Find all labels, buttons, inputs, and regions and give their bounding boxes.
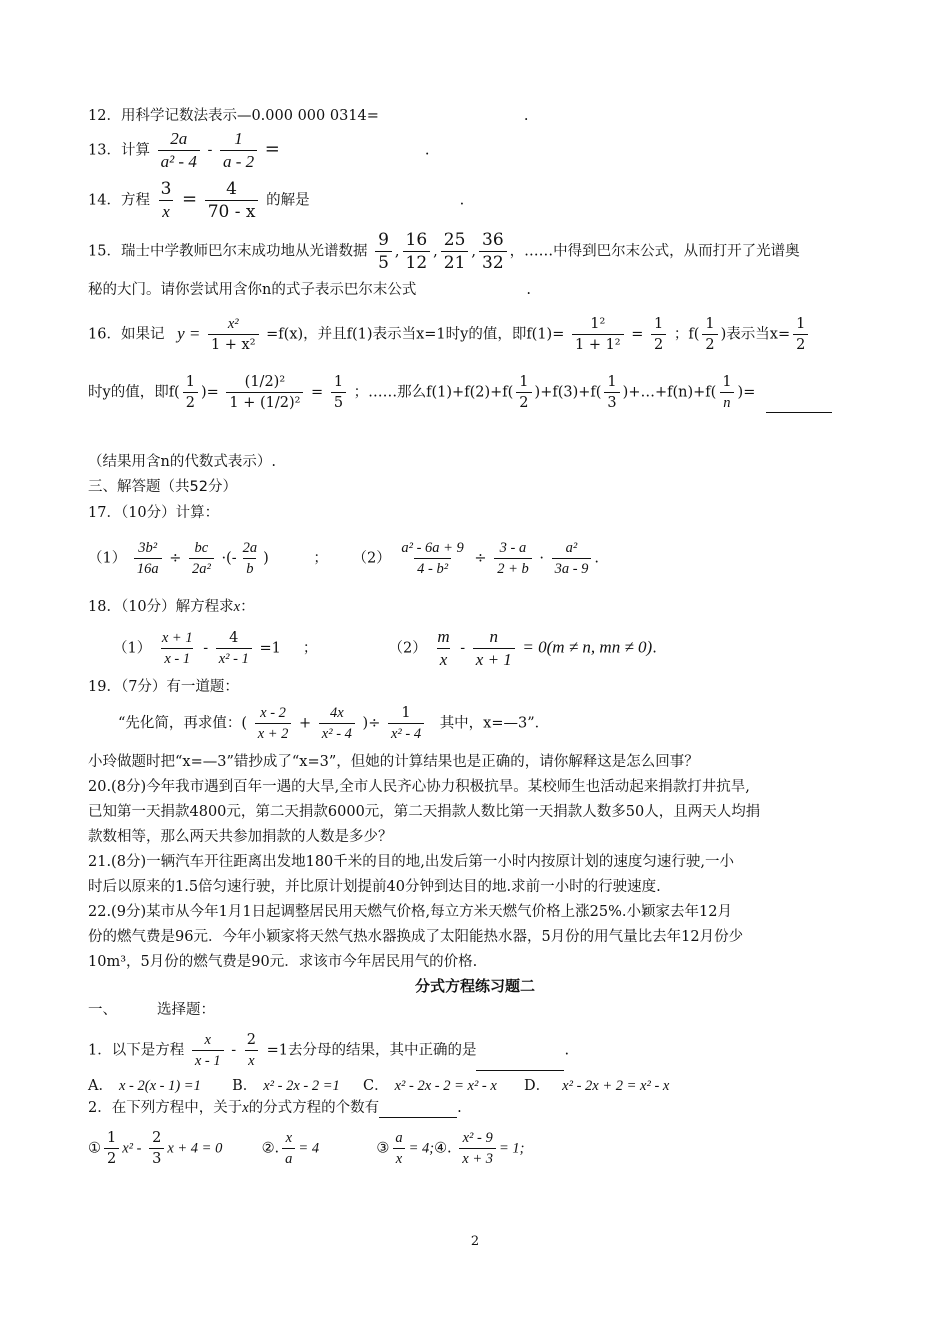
problem-2: 2．在下列方程中，关于x的分式方程的个数有 . [88, 1100, 462, 1116]
question-20: 20.(8分)今年我市遇到百年一遇的大旱,全市人民齐心协力积极抗旱。某校师生也活动起来捐款打井抗旱, [88, 779, 750, 795]
question-20-line3: 款数相等，那么两天共参加捐款的人数是多少？ [88, 829, 393, 845]
question-19: 19．（7分）有一道题： [88, 679, 239, 695]
question-22: 22.(9分)某市从今年1月1日起调整居民用天燃气价格,每立方米天燃气价格上涨25%.小颖家去年12月 [88, 904, 732, 920]
fraction: $\frac{\text{a²}}{3a - 9}$ [552, 538, 592, 579]
fraction: $\frac{2}{3}$ [149, 1128, 164, 1169]
fraction: $\frac{1}{3}$ [604, 372, 619, 413]
fraction: $\frac{1}{\text{x² - 4}}$ [388, 703, 424, 744]
fraction: $\frac{bc}{\text{2a²}}$ [189, 538, 214, 579]
question-17-parts: （1） $\frac{\text{3b²}}{16a}$ ÷ $\frac{bc}{\text{2a²}}$ ·(- $\frac{2a}{b}$ ) ； （2） $\frac{\text{a² - 6a + 9}}{\text{4 - b²}}$ ÷ $\frac{3 - a}{2 + b}$ · $\frac{\text{a²}}{3a - 9}$ . [88, 540, 600, 577]
question-20-line2: 已知第一天捐款4800元，第二天捐款6000元，第二天捐款人数比第一天捐款人数多50人，且两天人均捐 [88, 804, 761, 820]
fraction: $\frac{m}{x}$ [437, 627, 450, 669]
fraction: $\frac{2}{x}$ [246, 1032, 256, 1069]
section-heading-choice: 一、 选择题： [88, 1002, 215, 1018]
fraction: $\frac{\text{(1/2)²}}{\text{1 + (1/2)²}}$ [226, 372, 303, 413]
question-17: 17．（10分）计算： [88, 505, 220, 521]
question-22-line3: 10m³，5月份的燃气费是90元．求该市今年居民用气的价格. [88, 954, 478, 970]
fraction: $\frac{\text{a² - 6a + 9}}{\text{4 - b²}}$ [401, 540, 464, 577]
fraction: $\frac{1}{a - 2}$ [220, 128, 257, 173]
answer-blank [379, 1103, 457, 1118]
fraction: $\frac{1}{5}$ [331, 372, 346, 413]
fraction: $\frac{1}{2}$ [651, 314, 666, 355]
fraction: $\frac{1}{2}$ [516, 372, 531, 413]
fraction: $\frac{1}{2}$ [104, 1128, 119, 1169]
fraction: $\frac{x + 1}{x - 1}$ [161, 630, 193, 667]
question-16: 16．如果记 y = $\frac{\text{x²}}{\text{1 + x²}}$ =f(x)，并且f(1)表示当x=1时y的值，即f(1)= $\frac{\text{1²}}{\text{1 + 1²}}$ = $\frac{1}{2}$ ；f( $\frac{1}{2}$ )表示当x= $\frac{1}{2}$ [88, 314, 811, 355]
question-19-expr: “先化简，再求值：( $\frac{x - 2}{x + 2}$ + $\frac{4x}{\text{x² - 4}}$ )÷ $\frac{1}{\text{x² - 4}}$ 其中，x=—3”． [118, 705, 550, 742]
fraction: $\frac{9}{5}$ [375, 229, 392, 274]
page-number: 2 [470, 1234, 480, 1249]
fraction: $\frac{x}{a}$ [282, 1128, 295, 1169]
question-13: 13．计算 $\frac{2a}{\text{a² - 4}}$ - $\frac{1}{a - 2}$ = . [88, 129, 430, 171]
fraction: $\frac{36}{32}$ [479, 229, 507, 274]
fraction: $\frac{3 - a}{2 + b}$ [494, 538, 532, 579]
fraction: $\frac{2a}{\text{a² - 4}}$ [158, 128, 200, 173]
fraction: $\frac{25}{21}$ [441, 229, 469, 274]
fraction: $\frac{4}{\text{x² - 1}}$ [216, 628, 252, 669]
question-21: 21.(8分)一辆汽车开往距离出发地180千米的目的地,出发后第一小时内按原计划的速度匀速行驶,一小 [88, 854, 734, 870]
fraction: $\frac{3}{x}$ [160, 179, 172, 221]
fraction: $\frac{x - 2}{x + 2}$ [255, 703, 292, 744]
question-18: 18．（10分）解方程求x： [88, 599, 255, 615]
question-15-line2: 秘的大门。请你尝试用含你n的式子表示巴尔末公式 . [88, 282, 531, 298]
fraction: $\frac{a}{x}$ [392, 1128, 405, 1169]
fraction: $\frac{x}{x - 1}$ [192, 1030, 224, 1071]
question-22-line2: 份的燃气费是96元．今年小颖家将天然气热水器换成了太阳能热水器，5月份的用气量比去年12月份少 [88, 929, 744, 945]
section-heading: 三、解答题（共52分） [88, 479, 237, 495]
fraction: $\frac{\text{x²}}{\text{1 + x²}}$ [208, 314, 259, 355]
question-16-line2: 时y的值，即f( $\frac{1}{2}$ )= $\frac{\text{(1/2)²}}{\text{1 + (1/2)²}}$ = $\frac{1}{5}$ ；……那么f(1)+f(2)+f( $\frac{1}{2}$ )+f(3)+f( $\frac{1}{3}$ )+…+f(n)+f( $\frac{1}{n}$ )= [88, 372, 832, 413]
question-15: 15．瑞士中学教师巴尔末成功地从光谱数据 $\frac{9}{5}$ , $\frac{16}{12}$ , $\frac{25}{21}$ , $\frac{36}{32}$ ，……中得到巴尔末公式，从而打开了光谱奥 [88, 230, 800, 273]
question-21-line2: 时后以原来的1.5倍匀速行驶，并比原计划提前40分钟到达目的地.求前一小时的行驶速度. [88, 879, 661, 895]
fraction: $\frac{1}{2}$ [702, 314, 717, 355]
fraction: $\frac{n}{x + 1}$ [473, 626, 515, 671]
problem-1: 1．以下是方程 $\frac{x}{x - 1}$ - $\frac{2}{x}$ =1去分母的结果，其中正确的是 . [88, 1032, 570, 1069]
fraction: $\frac{\text{x² - 9}}{x + 3}$ [459, 1128, 496, 1169]
fraction: $\frac{4}{70 - x}$ [205, 178, 259, 223]
problem-2-options: ① $\frac{1}{2}$ x² - $\frac{2}{3}$ x + 4 = 0 ②. $\frac{x}{a}$ = 4 ③ $\frac{a}{x}$ = 4;④. $\frac{\text{x² - 9}}{x + 3}$ = 1; [88, 1130, 525, 1167]
answer-blank [766, 398, 832, 413]
answer-blank [476, 1056, 564, 1071]
question-14: 14．方程 $\frac{3}{x}$ = $\frac{4}{70 - x}$ 的解是 . [88, 179, 465, 222]
fraction: $\frac{\text{3b²}}{16a}$ [134, 538, 162, 579]
fraction: $\frac{2a}{b}$ [242, 540, 258, 577]
question-12: 12．用科学记数法表示—0.000 000 0314= . [88, 108, 529, 124]
page-title: 分式方程练习题二 [414, 977, 535, 995]
question-18-parts: （1） $\frac{x + 1}{x - 1}$ - $\frac{4}{\text{x² - 1}}$ =1 ； （2） $\frac{m}{x}$ - $\frac{n}{x + 1}$ = 0(m ≠ n, mn ≠ 0). [113, 627, 657, 669]
fraction: $\frac{1}{n}$ [719, 372, 734, 413]
question-16-note: （结果用含n的代数式表示）. [88, 454, 276, 470]
fraction: $\frac{1}{2}$ [183, 372, 198, 413]
fraction: $\frac{1}{2}$ [793, 314, 808, 355]
question-19-line2: 小玲做题时把“x=—3”错抄成了“x=3”，但她的计算结果也是正确的，请你解释这是怎么回事？ [88, 754, 699, 770]
fraction: $\frac{4x}{\text{x² - 4}}$ [319, 703, 355, 744]
problem-1-options: A． x - 2(x - 1) =1 B． x² - 2x - 2 =1 C． x² - 2x - 2 = x² - x D． x² - 2x + 2 = x² - x [88, 1078, 670, 1094]
fraction: $\frac{16}{12}$ [403, 229, 431, 274]
fraction: $\frac{\text{1²}}{\text{1 + 1²}}$ [572, 314, 624, 355]
